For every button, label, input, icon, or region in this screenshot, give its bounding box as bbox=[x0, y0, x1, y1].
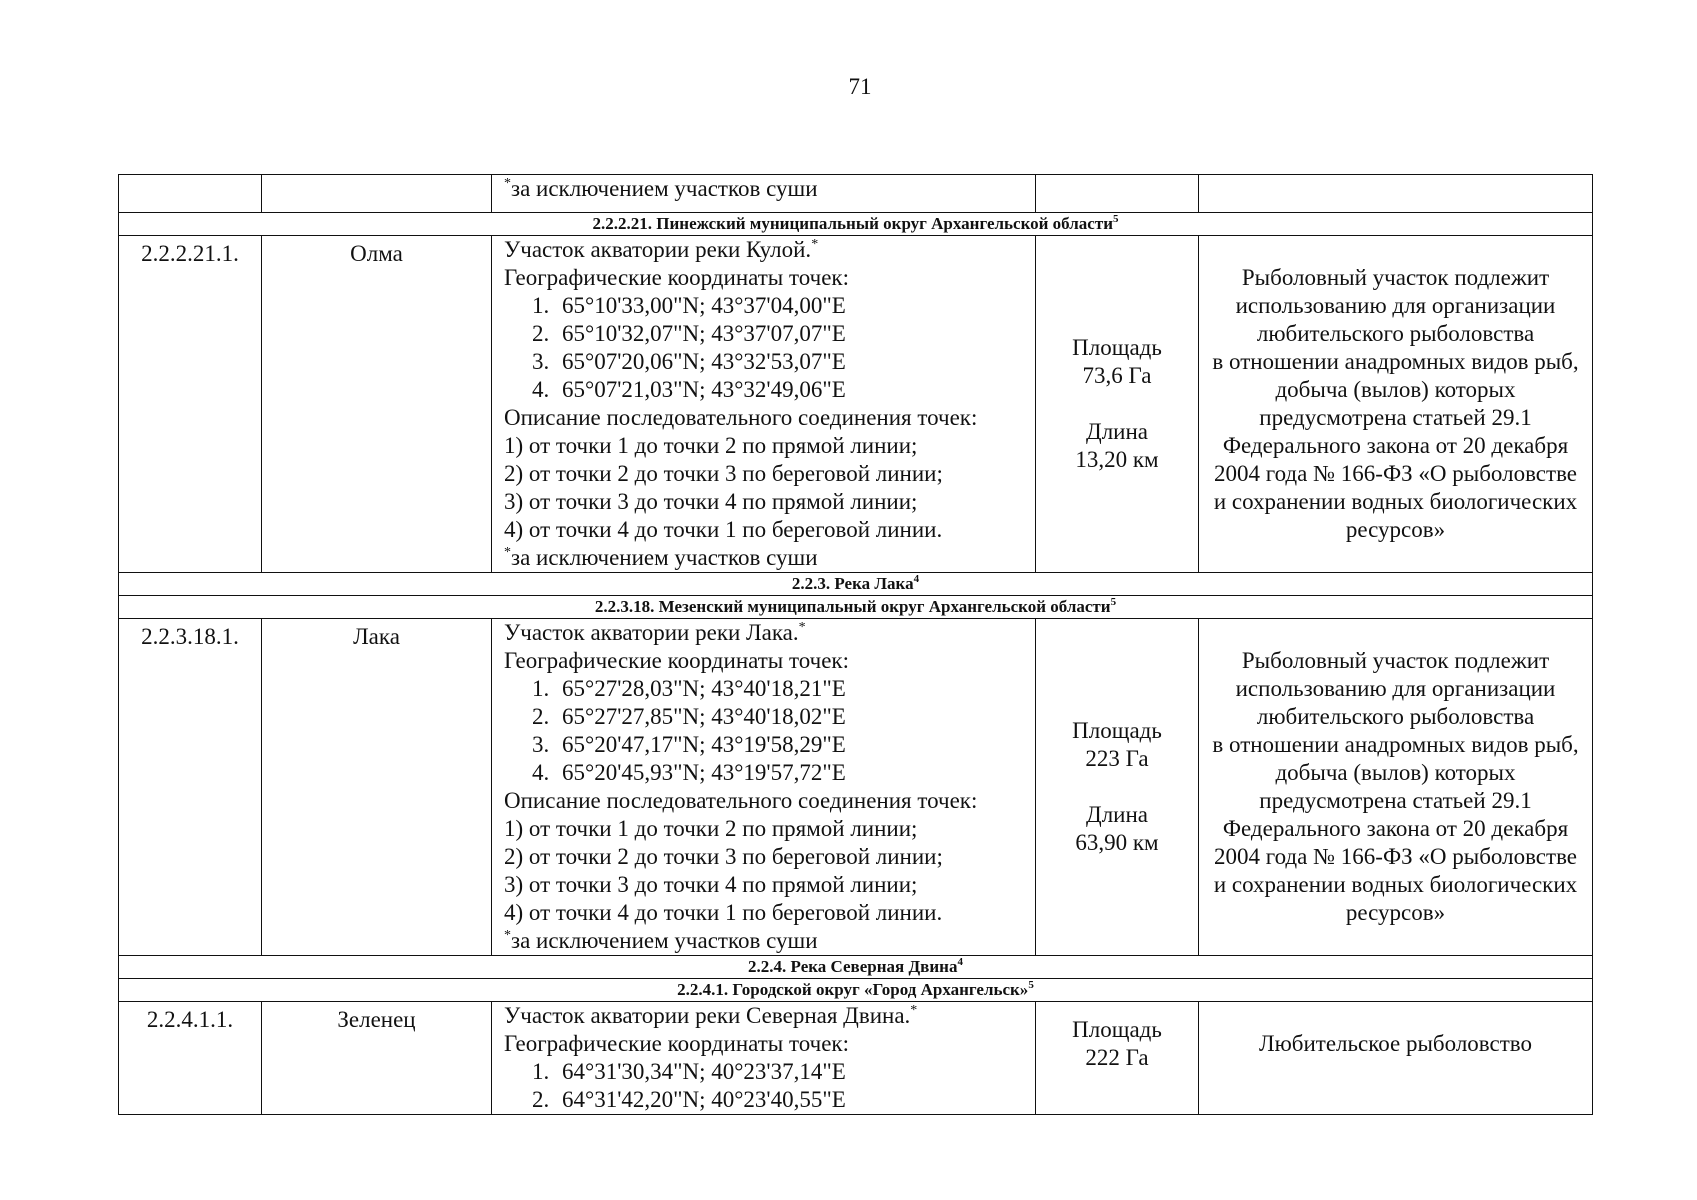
row-area bbox=[1036, 619, 1199, 956]
note-line: использованию для организации bbox=[1235, 676, 1556, 701]
note-line: ресурсов» bbox=[1345, 517, 1446, 542]
connection-label: Описание последовательного соединения точек: bbox=[504, 405, 978, 430]
coordinate-item: 3. 65°20'47,17"N; 43°19'58,29"E bbox=[532, 732, 846, 757]
exclusion-note: *за исключением участков суши bbox=[504, 928, 818, 953]
row-name: Лака bbox=[262, 619, 492, 956]
section-heading: 2.2.3.18. Мезенский муниципальный округ Архангельской области$^5$ bbox=[119, 596, 1593, 619]
row-number: 2.2.3.18.1. bbox=[119, 619, 262, 956]
note-line: Федерального закона от 20 декабря bbox=[1222, 816, 1569, 841]
coordinate-item: 4. 65°20'45,93"N; 43°19'57,72"E bbox=[532, 760, 846, 785]
river-heading: 2.2.3. Река Лака$^4$ bbox=[119, 573, 1593, 596]
river-heading: 2.2.4. Река Северная Двина$^4$ bbox=[119, 956, 1593, 979]
note-line: добыча (вылов) которых bbox=[1275, 377, 1516, 402]
connection-line: 2) от точки 2 до точки 3 по береговой линии; bbox=[504, 844, 943, 869]
table-row bbox=[119, 236, 1593, 573]
coordinate-item: 1. 65°10'33,00"N; 43°37'04,00"E bbox=[532, 293, 846, 318]
connection-line: 1) от точки 1 до точки 2 по прямой линии; bbox=[504, 433, 918, 458]
connection-line: 4) от точки 4 до точки 1 по береговой линии. bbox=[504, 900, 943, 925]
note-line: Рыболовный участок подлежит bbox=[1241, 265, 1550, 290]
coords-label: Географические координаты точек: bbox=[504, 265, 849, 290]
note-line: любительского рыболовства bbox=[1256, 321, 1535, 346]
section-heading-row bbox=[119, 213, 1593, 236]
river-heading-row bbox=[119, 956, 1593, 979]
connection-line: 1) от точки 1 до точки 2 по прямой линии; bbox=[504, 816, 918, 841]
connection-line: 2) от точки 2 до точки 3 по береговой линии; bbox=[504, 461, 943, 486]
area-label: Площадь bbox=[1072, 335, 1162, 360]
length-value: 13,20 км bbox=[1075, 447, 1159, 472]
table-row bbox=[119, 619, 1593, 956]
coordinate-item: 1. 65°27'28,03"N; 43°40'18,21"E bbox=[532, 676, 846, 701]
note-line: 2004 года № 166-ФЗ «О рыболовстве bbox=[1213, 461, 1577, 486]
section-heading-row bbox=[119, 596, 1593, 619]
coordinate-item: 1. 64°31'30,34"N; 40°23'37,14"E bbox=[532, 1059, 846, 1084]
row-note bbox=[1199, 619, 1593, 956]
note-line: Рыболовный участок подлежит bbox=[1241, 648, 1550, 673]
fishing-areas-table bbox=[118, 174, 1593, 1115]
row-description bbox=[492, 236, 1036, 573]
continuation-note: *за исключением участков суши bbox=[492, 175, 1036, 213]
row-description bbox=[492, 619, 1036, 956]
row-number: 2.2.4.1.1. bbox=[119, 1002, 262, 1115]
note-line: и сохранении водных биологических bbox=[1213, 489, 1578, 514]
connection-line: 3) от точки 3 до точки 4 по прямой линии; bbox=[504, 872, 918, 897]
coordinate-item: 2. 65°10'32,07"N; 43°37'07,07"E bbox=[532, 321, 846, 346]
length-value: 63,90 км bbox=[1075, 830, 1159, 855]
note-line: использованию для организации bbox=[1235, 293, 1556, 318]
row-description bbox=[492, 1002, 1036, 1115]
note-line: ресурсов» bbox=[1345, 900, 1446, 925]
connection-line: 3) от точки 3 до точки 4 по прямой линии; bbox=[504, 489, 918, 514]
row-note bbox=[1199, 236, 1593, 573]
description-title: Участок акватории реки Северная Двина.* bbox=[504, 1003, 918, 1028]
table-row bbox=[119, 1002, 1593, 1115]
note-line: предусмотрена статьей 29.1 bbox=[1259, 788, 1532, 813]
river-heading-row bbox=[119, 573, 1593, 596]
coords-label: Географические координаты точек: bbox=[504, 1031, 849, 1056]
continuation-row bbox=[119, 175, 1593, 213]
coordinate-item: 2. 65°27'27,85"N; 43°40'18,02"E bbox=[532, 704, 846, 729]
coordinate-item: 4. 65°07'21,03"N; 43°32'49,06"E bbox=[532, 377, 846, 402]
length-label: Длина bbox=[1086, 419, 1148, 444]
area-value: 223 Га bbox=[1085, 746, 1149, 771]
area-label: Площадь bbox=[1072, 718, 1162, 743]
note-line: и сохранении водных биологических bbox=[1213, 872, 1578, 897]
row-name: Зеленец bbox=[262, 1002, 492, 1115]
description-title: Участок акватории реки Кулой.* bbox=[504, 237, 819, 262]
row-name: Олма bbox=[262, 236, 492, 573]
section-heading: 2.2.4.1. Городской округ «Город Архангельск»$^5$ bbox=[119, 979, 1593, 1002]
description-title: Участок акватории реки Лака.* bbox=[504, 620, 806, 645]
note-line: в отношении анадромных видов рыб, bbox=[1212, 732, 1579, 757]
coords-label: Географические координаты точек: bbox=[504, 648, 849, 673]
section-heading-row bbox=[119, 979, 1593, 1002]
section-heading: 2.2.2.21. Пинежский муниципальный округ Архангельской области$^5$ bbox=[119, 213, 1593, 236]
coordinate-list bbox=[504, 675, 1031, 787]
connection-label: Описание последовательного соединения точек: bbox=[504, 788, 978, 813]
row-number: 2.2.2.21.1. bbox=[119, 236, 262, 573]
note-line: предусмотрена статьей 29.1 bbox=[1259, 405, 1532, 430]
row-note: Любительское рыболовство bbox=[1199, 1002, 1593, 1115]
coordinate-list bbox=[504, 1058, 1031, 1114]
coordinate-list bbox=[504, 292, 1031, 404]
area-label: Площадь bbox=[1072, 1017, 1162, 1042]
coordinate-item: 3. 65°07'20,06"N; 43°32'53,07"E bbox=[532, 349, 846, 374]
row-area bbox=[1036, 1002, 1199, 1115]
note-line: Федерального закона от 20 декабря bbox=[1222, 433, 1569, 458]
row-area bbox=[1036, 236, 1199, 573]
note-line: в отношении анадромных видов рыб, bbox=[1212, 349, 1579, 374]
coordinate-item: 2. 64°31'42,20"N; 40°23'40,55"E bbox=[532, 1087, 846, 1112]
length-label: Длина bbox=[1086, 802, 1148, 827]
area-value: 73,6 Га bbox=[1082, 363, 1152, 388]
page-number: 71 bbox=[848, 74, 872, 99]
note-line: любительского рыболовства bbox=[1256, 704, 1535, 729]
note-line: 2004 года № 166-ФЗ «О рыболовстве bbox=[1213, 844, 1577, 869]
area-value: 222 Га bbox=[1085, 1045, 1149, 1070]
exclusion-note: *за исключением участков суши bbox=[504, 545, 818, 570]
connection-line: 4) от точки 4 до точки 1 по береговой линии. bbox=[504, 517, 943, 542]
note-line: добыча (вылов) которых bbox=[1275, 760, 1516, 785]
